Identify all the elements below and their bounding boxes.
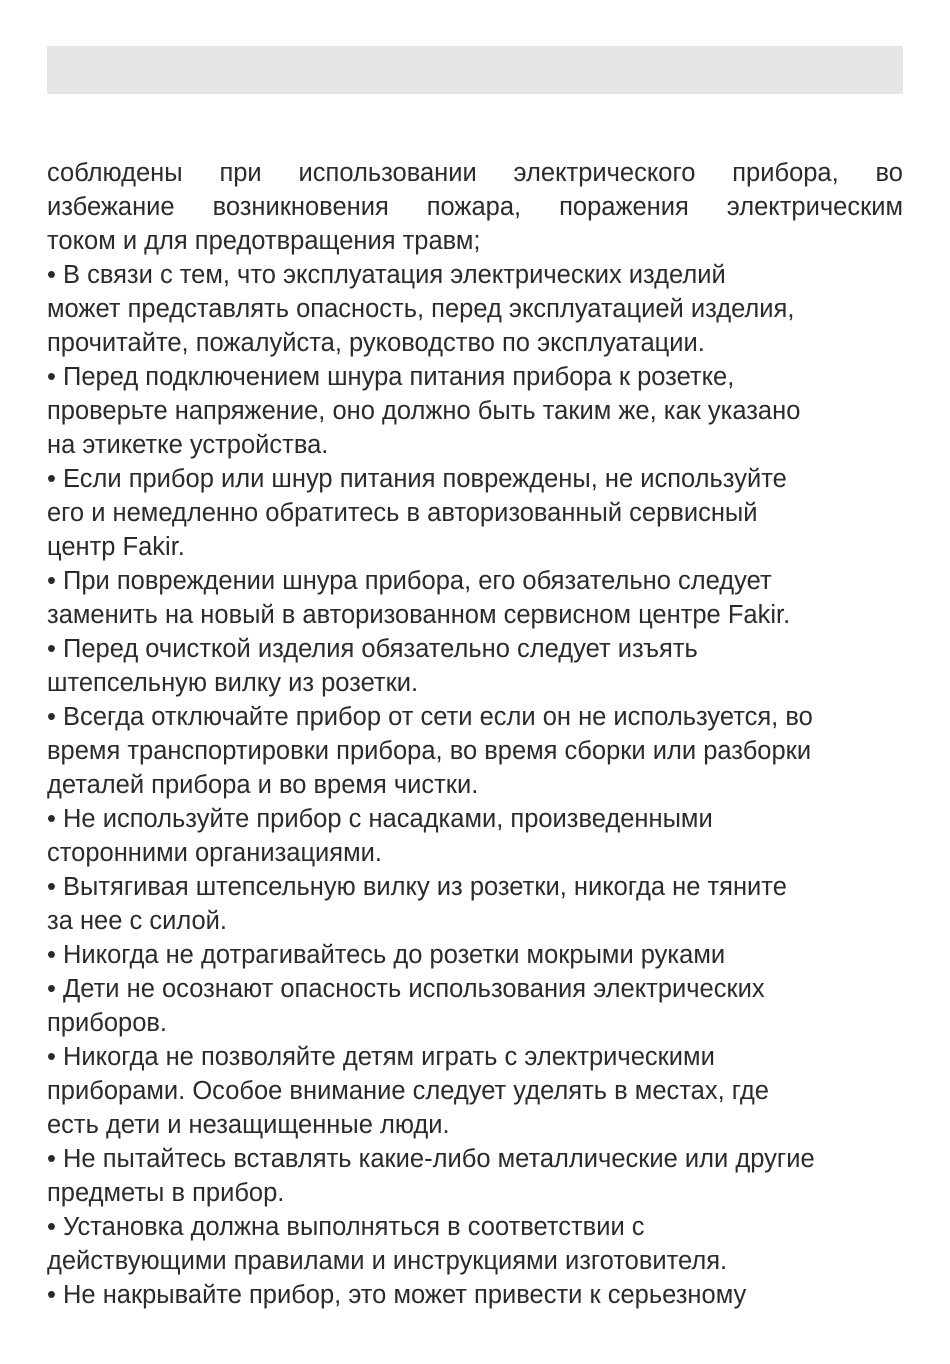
list-item-line: штепсельную вилку из розетки. — [47, 669, 419, 697]
list-item-line: за нее с силой. — [47, 907, 227, 935]
list-item — [47, 632, 903, 700]
list-item — [47, 360, 903, 462]
list-item-line: • Не накрывайте прибор, это может привести к серьезному — [47, 1281, 747, 1309]
list-item-line: • Перед подключением шнура питания прибора к розетке, — [47, 363, 735, 391]
list-item-line: действующими правилами и инструкциями изготовителя. — [47, 1247, 728, 1275]
list-item-line: приборов. — [47, 1009, 168, 1037]
list-item-line: время транспортировки прибора, во время сборки или разборки — [47, 737, 812, 765]
list-item — [47, 258, 903, 360]
list-item-line: предметы в прибор. — [47, 1179, 285, 1207]
intro-line: избежание возникновения пожара, поражения электрическим — [47, 193, 903, 221]
list-item-line: • Если прибор или шнур питания повреждены, не используйте — [47, 465, 787, 493]
list-item — [47, 1278, 903, 1312]
list-item-line: на этикетке устройства. — [47, 431, 329, 459]
list-item-line: • При повреждении шнура прибора, его обязательно следует — [47, 567, 772, 595]
list-item — [47, 1210, 903, 1278]
safety-instructions-list — [47, 258, 903, 1312]
list-item — [47, 1040, 903, 1142]
list-item-line: • Дети не осознают опасность использования электрических — [47, 975, 765, 1003]
header-bar — [47, 46, 903, 94]
list-item-line: может представлять опасность, перед эксплуатацией изделия, — [47, 295, 795, 323]
list-item-line: есть дети и незащищенные люди. — [47, 1111, 450, 1139]
list-item-line: • Никогда не дотрагивайтесь до розетки мокрыми руками — [47, 941, 726, 969]
list-item — [47, 700, 903, 802]
list-item-line: заменить на новый в авторизованном сервисном центре Fakir. — [47, 601, 791, 629]
list-item-line: деталей прибора и во время чистки. — [47, 771, 479, 799]
document-body — [47, 156, 903, 1312]
list-item-line: • Не используйте прибор с насадками, произведенными — [47, 805, 713, 833]
list-item — [47, 1142, 903, 1210]
list-item — [47, 972, 903, 1040]
list-item — [47, 564, 903, 632]
list-item-line: • Не пытайтесь вставлять какие-либо металлические или другие — [47, 1145, 815, 1173]
list-item-line: прочитайте, пожалуйста, руководство по эксплуатации. — [47, 329, 705, 357]
list-item-line: • Перед очисткой изделия обязательно следует изъять — [47, 635, 698, 663]
list-item-line: • Вытягивая штепсельную вилку из розетки, никогда не тяните — [47, 873, 787, 901]
list-item — [47, 870, 903, 938]
intro-line: током и для предотвращения травм; — [47, 227, 481, 255]
list-item-line: сторонними организациями. — [47, 839, 382, 867]
intro-paragraph — [47, 156, 903, 258]
intro-line: соблюдены при использовании электрического прибора, во — [47, 159, 903, 187]
list-item — [47, 802, 903, 870]
list-item-line: • Никогда не позволяйте детям играть с электрическими — [47, 1043, 715, 1071]
list-item-line: • Всегда отключайте прибор от сети если он не используется, во — [47, 703, 813, 731]
list-item-line: его и немедленно обратитесь в авторизованный сервисный — [47, 499, 758, 527]
list-item — [47, 938, 903, 972]
list-item-line: приборами. Особое внимание следует уделять в местах, где — [47, 1077, 769, 1105]
list-item-line: • Установка должна выполняться в соответствии с — [47, 1213, 645, 1241]
list-item-line: центр Fakir. — [47, 533, 185, 561]
list-item-line: проверьте напряжение, оно должно быть таким же, как указано — [47, 397, 801, 425]
list-item-line: • В связи с тем, что эксплуатация электрических изделий — [47, 261, 726, 289]
list-item — [47, 462, 903, 564]
